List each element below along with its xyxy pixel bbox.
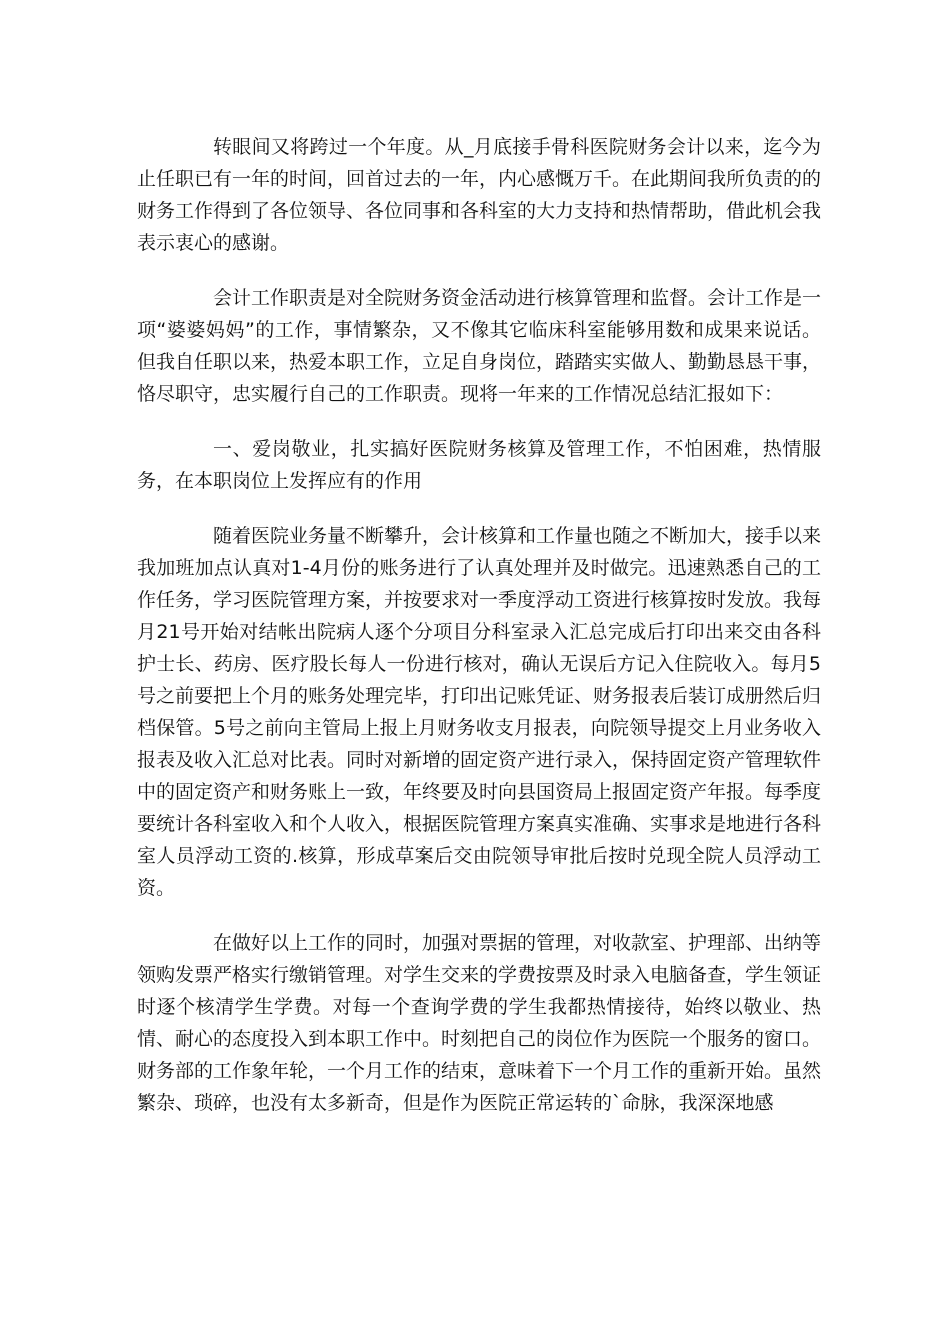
paragraph-invoice-management: 在做好以上工作的同时，加强对票据的管理，对收款室、护理部、出纳等领购发票严格实行缴销管理。对学生交来的学费按票及时录入电脑备查，学生领证时逐个核清学生学费。对每一个查询学费的学生我都热情接待，始终以敬业、热情、耐心的态度投入到本职工作中。时刻把自己的岗位作为医院一个服务的窗口。财务部的工作象年轮，一个月工作的结束，意味着下一个月工作的重新开始。虽然繁杂、琐碎，也没有太多新奇，但是作为医院正常运转的`命脉，我深深地感 (137, 932, 822, 1114)
paragraph-accounting-work: 随着医院业务量不断攀升，会计核算和工作量也随之不断加大，接手以来我加班加点认真对1-4月份的账务进行了认真处理并及时做完。迅速熟悉自己的工作任务，学习医院管理方案，并按要求对一季度浮动工资进行核算按时发放。我每月21号开始对结帐出院病人逐个分项目分科室录入汇总完成后打印出来交由各科护士长、药房、医疗股长每人一份进行核对，确认无误后方记入住院收入。每月5号之前要把上个月的账务处理完毕，打印出记账凭证、财务报表后装订成册然后归档保管。5号之前向主管局上报上月财务收支月报表，向院领导提交上月业务收入报表及收入汇总对比表。同时对新增的固定资产进行录入，保持固定资产管理软件中的固定资产和财务账上一致，年终要及时向县国资局上报固定资产年报。每季度要统计各科室收入和个人收入，根据医院管理方案真实准确、实事求是地进行各科室人员浮动工资的.核算，形成草案后交由院领导审批后按时兑现全院人员浮动工资。 (137, 525, 822, 899)
document-page (137, 131, 821, 1142)
paragraph-duties: 会计工作职责是对全院财务资金活动进行核算管理和监督。会计工作是一项“婆婆妈妈”的工作，事情繁杂，又不像其它临床科室能够用数和成果来说话。但我自任职以来，热爱本职工作，立足自身岗位，踏踏实实做人、勤勤恳恳干事，恪尽职守，忠实履行自己的工作职责。现将一年来的工作情况总结汇报如下： (137, 287, 822, 405)
section-heading-1: 一、爱岗敬业，扎实搞好医院财务核算及管理工作，不怕困难，热情服务，在本职岗位上发挥应有的作用 (137, 438, 821, 492)
paragraph-intro: 转眼间又将跨过一个年度。从_月底接手骨科医院财务会计以来，迄今为止任职已有一年的时间，回首过去的一年，内心感慨万千。在此期间我所负责的的财务工作得到了各位领导、各位同事和各科室的大力支持和热情帮助，借此机会我表示衷心的感谢。 (137, 136, 822, 254)
